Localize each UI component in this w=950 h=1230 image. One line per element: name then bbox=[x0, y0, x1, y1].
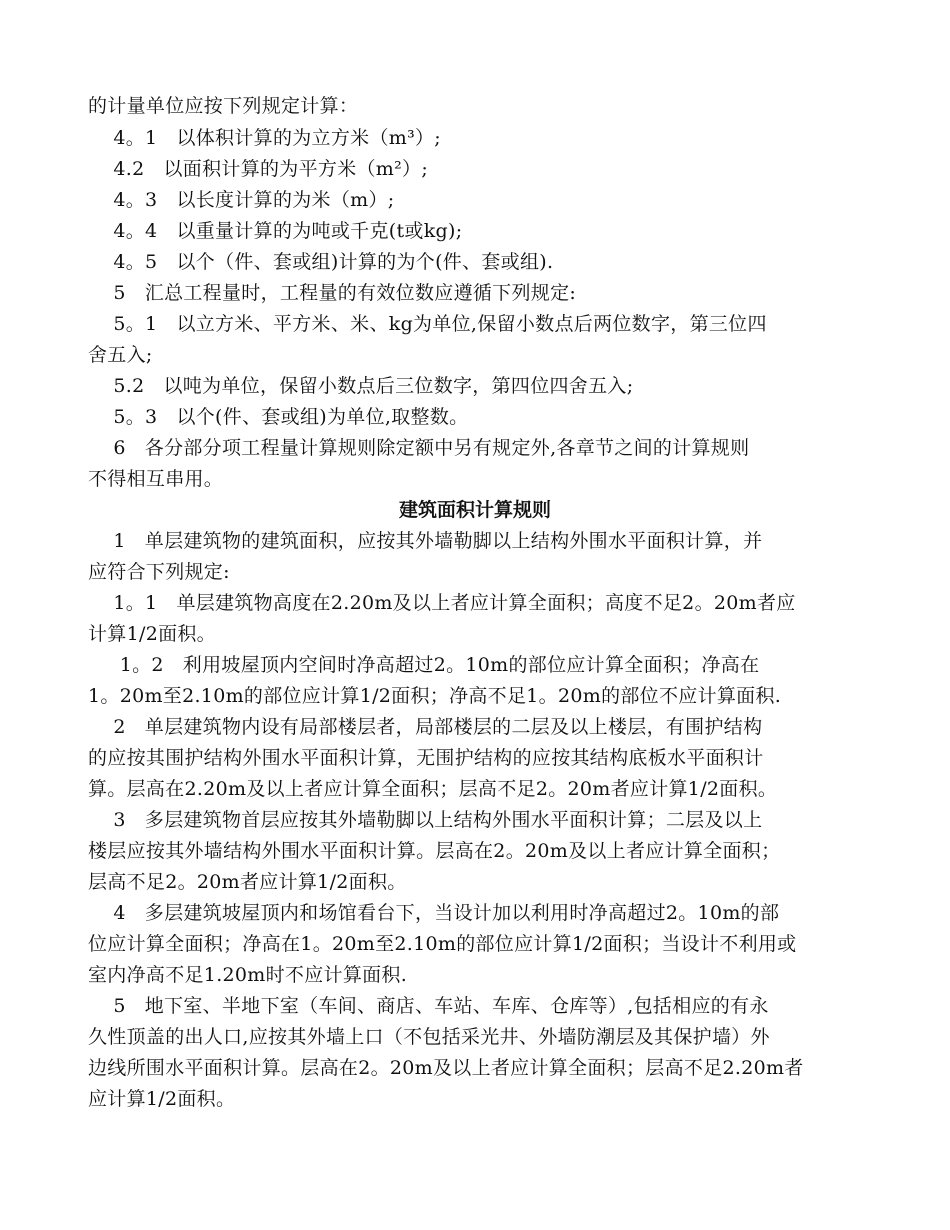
text-line: 的计量单位应按下列规定计算： bbox=[88, 95, 359, 117]
text-line: 算。层高在2.20m及以上者应计算全面积；层高不足2。20m者应计算1/2面积。 bbox=[88, 778, 778, 800]
text-line: 4 多层建筑坡屋顶内和场馆看台下，当设计加以利用时净高超过2。10m的部 bbox=[88, 902, 780, 924]
text-line: 不得相互串用。 bbox=[88, 468, 224, 490]
text-line: 5。3 以个(件、套或组)为单位,取整数。 bbox=[88, 406, 469, 428]
text-line: 5 汇总工程量时，工程量的有效位数应遵循下列规定: bbox=[88, 282, 577, 304]
text-line: 室内净高不足1.20m时不应计算面积. bbox=[88, 964, 408, 986]
text-line: 层高不足2。20m者应计算1/2面积。 bbox=[88, 871, 407, 893]
text-line: 4。1 以体积计算的为立方米（m³）; bbox=[88, 127, 441, 149]
text-line: 4。4 以重量计算的为吨或千克(t或kg); bbox=[88, 220, 463, 242]
text-line: 2 单层建筑物内设有局部楼层者，局部楼层的二层及以上楼层，有围护结构 bbox=[88, 716, 763, 738]
text-line: 1 单层建筑物的建筑面积，应按其外墙勒脚以上结构外围水平面积计算，并 bbox=[88, 530, 763, 552]
text-line: 舍五入; bbox=[88, 344, 153, 366]
text-line: 5.2 以吨为单位，保留小数点后三位数字，第四位四舍五入; bbox=[88, 375, 634, 397]
text-line: 1。1 单层建筑物高度在2.20m及以上者应计算全面积；高度不足2。20m者应 bbox=[88, 592, 796, 614]
text-line: 3 多层建筑物首层应按其外墙勒脚以上结构外围水平面积计算；二层及以上 bbox=[88, 809, 763, 831]
text-line: 位应计算全面积；净高在1。20m至2.10m的部位应计算1/2面积；当设计不利用或 bbox=[88, 933, 797, 955]
text-line: 4.2 以面积计算的为平方米（m²）; bbox=[88, 158, 429, 180]
text-line: 5 地下室、半地下室（车间、商店、车站、车库、仓库等）,包括相应的有永 bbox=[88, 995, 769, 1017]
text-line: 6 各分部分项工程量计算规则除定额中另有规定外,各章节之间的计算规则 bbox=[88, 437, 750, 459]
text-line: 久性顶盖的出人口,应按其外墙上口（不包括采光井、外墙防潮层及其保护墙）外 bbox=[88, 1026, 770, 1048]
text-line: 5。1 以立方米、平方米、米、kg为单位,保留小数点后两位数字，第三位四 bbox=[88, 313, 767, 335]
text-line: 4。3 以长度计算的为米（m）; bbox=[88, 189, 395, 211]
text-line: 应计算1/2面积。 bbox=[88, 1088, 236, 1110]
text-line: 计算1/2面积。 bbox=[88, 623, 216, 645]
text-line: 楼层应按其外墙结构外围水平面积计算。层高在2。20m及以上者应计算全面积； bbox=[88, 840, 781, 862]
text-line: 应符合下列规定: bbox=[88, 561, 230, 583]
text-line: 的应按其围护结构外围水平面积计算，无围护结构的应按其结构底板水平面积计 bbox=[88, 747, 764, 769]
text-line: 4。5 以个（件、套或组)计算的为个(件、套或组). bbox=[88, 251, 554, 273]
section-title: 建筑面积计算规则 bbox=[398, 499, 551, 521]
text-line: 边线所围水平面积计算。层高在2。20m及以上者应计算全面积；层高不足2.20m者 bbox=[88, 1057, 804, 1079]
text-line: 1。2 利用坡屋顶内空间时净高超过2。10m的部位应计算全面积；净高在 bbox=[88, 654, 760, 676]
text-line: 1。20m至2.10m的部位应计算1/2面积；净高不足1。20m的部位不应计算面积. bbox=[88, 685, 782, 707]
